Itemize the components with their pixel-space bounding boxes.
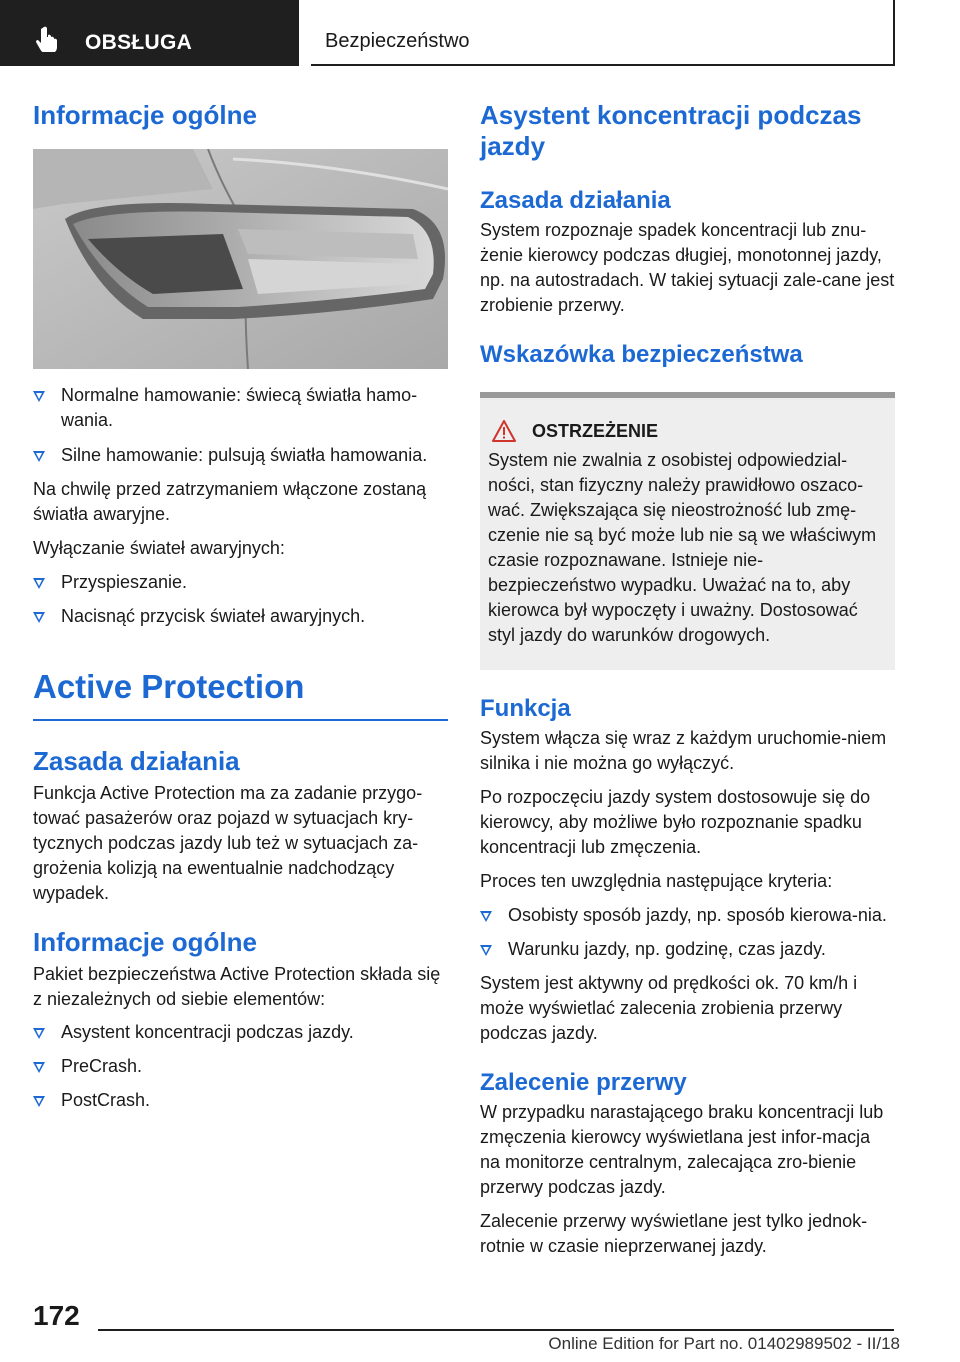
page-number: 172 (33, 1300, 80, 1331)
triangle-bullet-icon (33, 451, 45, 462)
section-label: OBSŁUGA (85, 31, 193, 54)
left-column (33, 100, 448, 1113)
heading-funkcja: Funkcja (480, 695, 571, 722)
triangle-bullet-icon (33, 612, 45, 623)
list-item: PreCrash. (33, 1054, 448, 1079)
paragraph: Proces ten uwzględnia następujące kryteria: (480, 871, 833, 891)
chapter-label: Bezpieczeństwo (325, 30, 470, 52)
hand-pointer-icon (36, 26, 60, 52)
triangle-bullet-icon (480, 911, 492, 922)
triangle-bullet-icon (33, 391, 45, 402)
edition-note: Online Edition for Part no. 01402989502 - II/18 (548, 1334, 900, 1353)
heading-informacje-ogolne: Informacje ogólne (33, 100, 257, 130)
chapter-tab (311, 0, 895, 66)
paragraph: System rozpoznaje spadek koncentracji lub znu-żenie kierowcy podczas długiej, monotonnej jazdy, np. na autostradach. W takiej sytuacji zale-cane jest zrobienie przerwy. (480, 220, 895, 315)
heading-active-protection: Active Protection (33, 668, 305, 705)
triangle-bullet-icon (480, 945, 492, 956)
list-item: Normalne hamowanie: świecą światła hamo-wania. (33, 383, 448, 433)
list-item: Warunku jazdy, np. godzinę, czas jazdy. (480, 937, 895, 962)
heading-zasada-dzialania: Zasada działania (480, 187, 671, 214)
paragraph: Po rozpoczęciu jazdy system dostosowuje się do kierowcy, aby możliwe było rozpoznanie spadku koncentracji lub zmęczenia. (480, 787, 871, 857)
warning-box (480, 392, 895, 670)
heading-zalecenie-przerwy: Zalecenie przerwy (480, 1069, 687, 1096)
right-column (480, 100, 895, 1259)
paragraph: Wyłączanie świateł awaryjnych: (33, 538, 285, 558)
heading-asystent-koncentracji: Asystent koncentracji podczas jazdy (480, 100, 862, 161)
components-list (33, 1020, 448, 1113)
heading-zasada-dzialania: Zasada działania (33, 746, 240, 776)
list-item: Przyspieszanie. (33, 570, 448, 595)
section-tab (0, 0, 299, 66)
paragraph: Na chwilę przed zatrzymaniem włączone zostaną światła awaryjne. (33, 479, 427, 524)
triangle-bullet-icon (33, 1062, 45, 1073)
triangle-bullet-icon (33, 578, 45, 589)
heading-rule (33, 719, 448, 721)
warning-title: OSTRZEŻENIE (488, 420, 887, 442)
brake-light-list (33, 383, 448, 468)
footer-rule (98, 1329, 894, 1331)
list-item: Osobisty sposób jazdy, np. sposób kierowa-nia. (480, 903, 895, 928)
criteria-list (480, 903, 895, 962)
paragraph: W przypadku narastającego braku koncentracji lub zmęczenia kierowcy wyświetlana jest infor-macja na monitorze centralnym, zalecająca zro-bienie przerwy podczas jazdy. (480, 1102, 884, 1197)
paragraph: Pakiet bezpieczeństwa Active Protection składa się z niezależnych od siebie elementów: (33, 964, 441, 1009)
hazard-off-list (33, 570, 448, 629)
list-item: PostCrash. (33, 1088, 448, 1113)
list-item: Asystent koncentracji podczas jazdy. (33, 1020, 448, 1045)
triangle-bullet-icon (33, 1096, 45, 1107)
tail-light-photo (33, 149, 448, 369)
heading-informacje-ogolne-2: Informacje ogólne (33, 927, 257, 957)
paragraph: Zalecenie przerwy wyświetlane jest tylko jednok-rotnie w czasie nieprzerwanej jazdy. (480, 1211, 868, 1256)
list-item: Nacisnąć przycisk świateł awaryjnych. (33, 604, 448, 629)
warning-text: System nie zwalnia z osobistej odpowiedzial-ności, stan fizyczny należy prawidłowo oszaco-wać. Zwiększająca się nieostrożność lub zmę-czenie nie są być może lub nie są we właściwym czasie rozpoznawane. Istnieje nie-bezpieczeństwo wypadku. Uważać na to, aby kierowca był wypoczęty i uważny. Dostosować styl jazdy do warunków drogowych. (488, 450, 877, 645)
warning-triangle-icon (492, 420, 516, 442)
paragraph: System włącza się wraz z każdym uruchomie-niem silnika i nie można go wyłączyć. (480, 728, 887, 773)
paragraph: Funkcja Active Protection ma za zadanie przygo-tować pasażerów oraz pojazd w sytuacjach kry-tycznych podczas jazdy lub też w sytuacjach za-grożenia kolizją na ewentualnie nadchodzący wypadek. (33, 783, 423, 903)
heading-wskazowka: Wskazówka bezpieczeństwa (480, 341, 803, 368)
triangle-bullet-icon (33, 1028, 45, 1039)
paragraph: System jest aktywny od prędkości ok. 70 km/h i może wyświetlać zalecenia zrobienia przerwy podczas jazdy. (480, 973, 858, 1043)
list-item: Silne hamowanie: pulsują światła hamowania. (33, 443, 448, 468)
